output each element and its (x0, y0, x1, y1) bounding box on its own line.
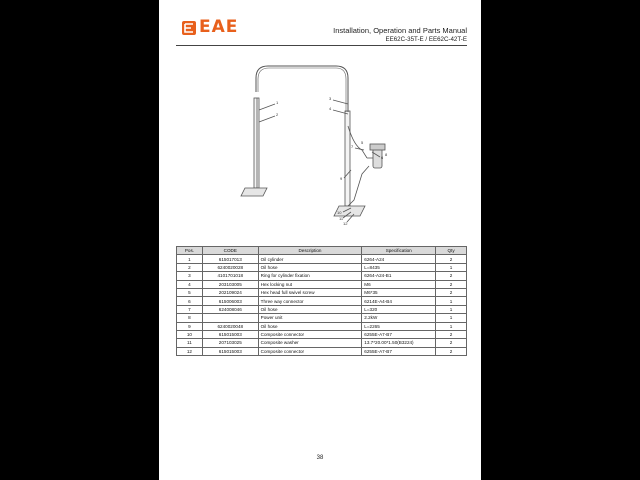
table-row (177, 272, 467, 280)
cell-description: Power unit (258, 314, 362, 322)
page-header (159, 0, 481, 44)
cell-code: 4101701018 (202, 272, 258, 280)
callout-9: 9 (340, 176, 343, 181)
callout-11: 11 (339, 216, 344, 221)
cell-specification: 6255E-A7-B7 (362, 347, 436, 355)
cell-specification: L=320 (362, 305, 436, 313)
cell-pos: 8 (177, 314, 203, 322)
cell-description: Ring for cylinder fixation (258, 272, 362, 280)
cell-specification: L=2265 (362, 322, 436, 330)
col-header-pos: Pos. (177, 247, 203, 255)
cell-specification: 6264-A24-B1 (362, 272, 436, 280)
cell-specification: 6264-A24 (362, 255, 436, 263)
callout-5: 5 (361, 140, 364, 145)
cell-description: Oil hose (258, 263, 362, 271)
cell-code: 615015003 (202, 330, 258, 338)
cell-code: 6240020048 (202, 322, 258, 330)
cell-pos: 10 (177, 330, 203, 338)
cell-code (202, 314, 258, 322)
cell-code: 624008046 (202, 305, 258, 313)
table-row (177, 322, 467, 330)
cell-qty: 2 (436, 330, 467, 338)
cell-specification: L=8435 (362, 263, 436, 271)
callout-3: 3 (329, 96, 332, 101)
cell-pos: 12 (177, 347, 203, 355)
callout-10: 10 (337, 210, 342, 215)
cell-pos: 5 (177, 288, 203, 296)
col-header-specification: Specification (362, 247, 436, 255)
table-row (177, 347, 467, 355)
table-row (177, 280, 467, 288)
cell-specification: 6255E-A7-B7 (362, 330, 436, 338)
cell-code: 6240020028 (202, 263, 258, 271)
cell-description: Oil hose (258, 322, 362, 330)
cell-description: Composite connector (258, 347, 362, 355)
callout-12: 12 (343, 221, 348, 226)
cell-pos: 6 (177, 297, 203, 305)
cell-qty: 1 (436, 322, 467, 330)
cell-pos: 9 (177, 322, 203, 330)
overhead-oil-hose (256, 66, 348, 112)
cell-code: 203103005 (202, 280, 258, 288)
cell-qty: 2 (436, 272, 467, 280)
cell-qty: 2 (436, 339, 467, 347)
cell-qty: 1 (436, 297, 467, 305)
table-row (177, 305, 467, 313)
table-header-row (177, 247, 467, 255)
callout-6: 6 (381, 155, 384, 160)
right-column (345, 111, 350, 206)
callout-8: 8 (385, 152, 388, 157)
table-row (177, 314, 467, 322)
cell-description: Hex head full swivel screw (258, 288, 362, 296)
hydraulic-system-diagram (159, 46, 481, 236)
cell-qty: 2 (436, 255, 467, 263)
col-header-description: Description (258, 247, 362, 255)
cell-description: Composite washer (258, 339, 362, 347)
callout-7: 7 (351, 144, 354, 149)
table-row (177, 330, 467, 338)
table-row (177, 255, 467, 263)
power-unit-hose (348, 126, 367, 158)
cell-qty: 2 (436, 288, 467, 296)
cell-description: Hex locking nut (258, 280, 362, 288)
eae-logo-icon (182, 21, 196, 35)
cell-description: Three way connector (258, 297, 362, 305)
cell-qty: 1 (436, 305, 467, 313)
cell-code: 615015003 (202, 347, 258, 355)
cell-qty: 2 (436, 280, 467, 288)
cell-specification: M6*35 (362, 288, 436, 296)
cell-description: Oil cylinder (258, 255, 362, 263)
bottom-oil-hose (348, 166, 369, 206)
cell-specification: 2.2kW (362, 314, 436, 322)
cell-pos: 1 (177, 255, 203, 263)
cell-pos: 7 (177, 305, 203, 313)
callout-4: 4 (329, 106, 332, 111)
cell-pos: 11 (177, 339, 203, 347)
cell-pos: 4 (177, 280, 203, 288)
cell-qty: 2 (436, 347, 467, 355)
cell-specification: 13.7*20.00*1.50(B3224) (362, 339, 436, 347)
left-column (254, 98, 259, 188)
cell-pos: 3 (177, 272, 203, 280)
cell-code: 202109024 (202, 288, 258, 296)
cell-description: Composite connector (258, 330, 362, 338)
table-row (177, 339, 467, 347)
manual-page (159, 0, 481, 480)
cell-code: 207103025 (202, 339, 258, 347)
callout-2: 2 (276, 112, 279, 117)
table-row (177, 297, 467, 305)
callout-1: 1 (276, 100, 279, 105)
cell-qty: 1 (436, 314, 467, 322)
model-numbers: EE62C-35T-E / EE62C-42T-E (385, 36, 467, 43)
cell-pos: 2 (177, 263, 203, 271)
table-row (177, 263, 467, 271)
cell-specification: M6 (362, 280, 436, 288)
cell-description: Oil hose (258, 305, 362, 313)
parts-table (176, 246, 467, 356)
table-row (177, 288, 467, 296)
cell-qty: 1 (436, 263, 467, 271)
cell-code: 615017013 (202, 255, 258, 263)
left-base-plate (241, 188, 267, 196)
col-header-code: CODE (202, 247, 258, 255)
col-header-qty: Qty (436, 247, 467, 255)
cell-code: 615006003 (202, 297, 258, 305)
page-number: 38 (316, 455, 324, 461)
manual-title: Installation, Operation and Parts Manual (333, 26, 467, 35)
brand-logo-text: EAE (199, 17, 239, 37)
cell-specification: 6214E-A4-B4 (362, 297, 436, 305)
